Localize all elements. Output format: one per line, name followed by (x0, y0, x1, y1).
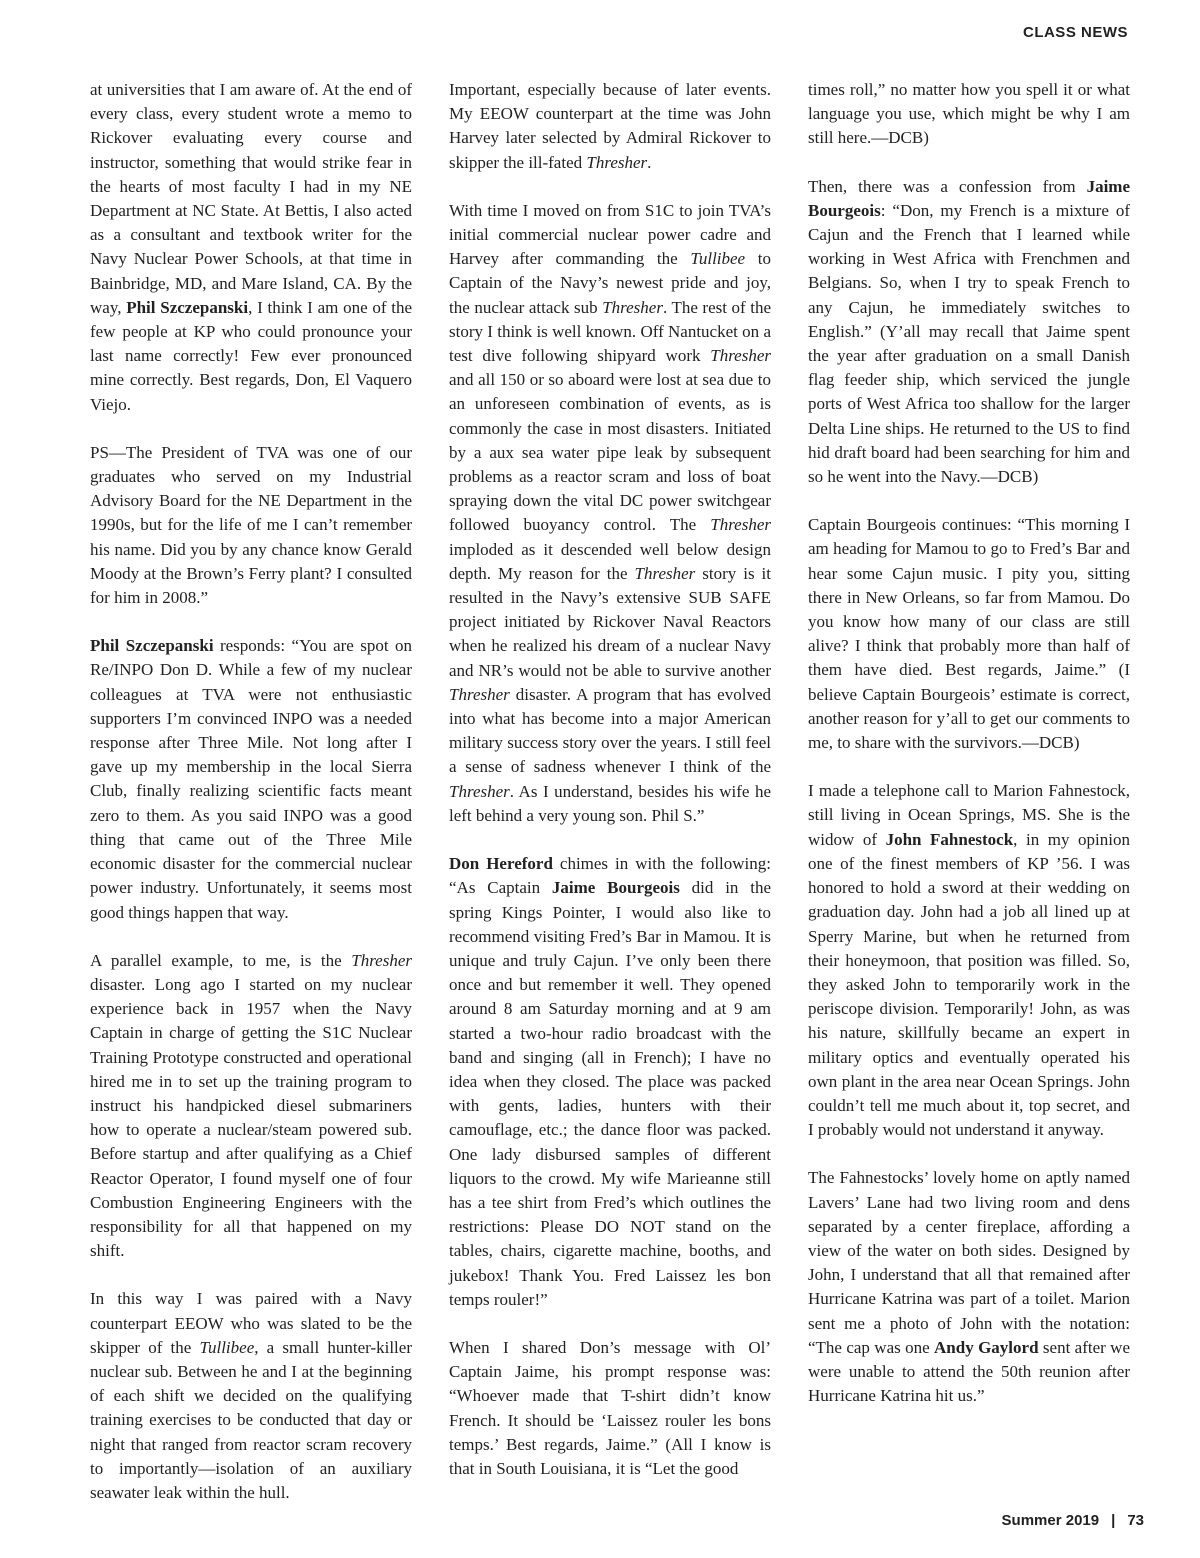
paragraph: With time I moved on from S1C to join TVA’s initial commercial nuclear power cadre and Harvey after commanding the Tullibee to Captain of the Navy’s newest pride and joy, the nuclear attack sub Thresher. The rest of the story I think is well known. Off Nantucket on a test dive following shipyard work Thresher and all 150 or so aboard were lost at sea due to an unforeseen combination of events, as is commonly the case in most disasters. Initiated by a aux sea water pipe leak by subsequent problems as a reactor scram and loss of boat spraying down the vital DC power switchgear followed buoyancy control. The Thresher imploded as it descended well below design depth. My reason for the Thresher story is it resulted in the Navy’s extensive SUB SAFE project initiated by Rickover Naval Reactors when he realized his dream of a nuclear Navy and NR’s would not be able to survive another Thresher disaster. A program that has evolved into what has become into a major American military success story over the years. I still feel a sense of sadness whenever I think of the Thresher. As I understand, besides his wife he left behind a very young son. Phil S.” (449, 200, 771, 825)
issue-label: Summer 2019 (1001, 1512, 1100, 1529)
italic-title: Thresher (586, 152, 648, 172)
page-footer (1002, 1512, 1144, 1529)
bold-name: Andy Gaylord (934, 1337, 1039, 1357)
italic-title: Tullibee (690, 249, 746, 269)
italic-title: Thresher (449, 684, 510, 704)
text-column-3 (808, 78, 1130, 1432)
paragraph: at universities that I am aware of. At the end of every class, every student wrote a memo to Rickover evaluating every course and instructor, something that would strike fear in the hearts of most faculty I had in my NE Department at NC State. At Bettis, I also acted as a consultant and textbook writer for the Navy Nuclear Power Schools, at that time in Bainbridge, MD, and Mare Island, CA. By the way, Phil Szczepanski, I think I am one of the few people at KP who could pronounce your last name correctly! Few ever pronounced mine correctly. Best regards, Don, El Vaquero Viejo. (90, 80, 413, 414)
section-label: CLASS NEWS (1022, 24, 1128, 41)
page-number: 73 (1127, 1512, 1144, 1529)
paragraph: When I shared Don’s message with Ol’ Captain Jaime, his prompt response was: “Whoever made that T-shirt didn’t know French. It should be ‘Laissez rouler les bons temps.’ Best regards, Jaime.” (All I know is that in South Louisiana, it is “Let the good (449, 1337, 771, 1478)
paragraph: A parallel example, to me, is the Thresher disaster. Long ago I started on my nuclear experience back in 1957 when the Navy Captain in charge of getting the S1C Nuclear Training Prototype constructed and operational hired me in to set up the training program to instruct his handpicked diesel submariners how to operate a nuclear/steam powered sub. Before startup and after qualifying as a Chief Reactor Operator, I found myself one of four Combustion Engineering Engineers with the responsibility for all that happened on my shift. (90, 950, 412, 1261)
paragraph: times roll,” no matter how you spell it or what language you use, which might be why I am still here.—DCB) (808, 80, 1130, 148)
italic-title: Tullibee (199, 1337, 255, 1357)
paragraph: Phil Szczepanski responds: “You are spot on Re/INPO Don D. While a few of my nuclear colleagues at TVA were not enthusiastic supporters I’m convinced INPO was a needed response after Three Mile. Not long after I gave up my membership in the local Sierra Club, finally realizing scientific facts meant zero to them. As you said INPO was a good thing that came out of the Three Mile economic disaster for the commercial nuclear power industry. Unfortunately, it seems most good things happen that way. (90, 636, 413, 922)
italic-title: Thresher (449, 781, 510, 801)
italic-title: Thresher (710, 346, 771, 366)
bold-name: Don Hereford (449, 854, 553, 874)
italic-title: Thresher (351, 950, 412, 970)
paragraph: Captain Bourgeois continues: “This morning I am heading for Mamou to go to Fred’s Bar and hear some Cajun music. I pity you, sitting there in New Orleans, so far from Mamou. Do you know how many of our class are still alive? I think that probably more than half of them have died. Best regards, Jaime.” (I believe Captain Bourgeois’ estimate is correct, another reason for y’all to get our comments to me, to share with the survivors.—DCB) (808, 515, 1130, 753)
paragraph: Important, especially because of later events. My EEOW counterpart at the time was John Harvey later selected by Admiral Rickover to skipper the ill-fated Thresher. (449, 80, 771, 172)
paragraph: In this way I was paired with a Navy counterpart EEOW who was slated to be the skipper of the Tullibee, a small hunter-killer nuclear sub. Between he and I at the beginning of each shift we decided on the qualifying training exercises to be conducted that day or night that ranged from reactor scram recovery to importantly—isolation of an auxiliary seawater leak within the hull. (90, 1289, 412, 1502)
bold-name: Jaime Bourgeois (551, 878, 680, 898)
italic-title: Thresher (634, 563, 696, 583)
bold-name: Jaime Bourgeois (808, 176, 1130, 220)
italic-title: Thresher (602, 297, 663, 317)
paragraph: Don Hereford chimes in with the following: “As Captain Jaime Bourgeois did in the spring Kings Pointer, I would also like to recommend visiting Fred’s Bar in Mamou. It is unique and truly Cajun. I’ve only been there once and but remember it well. They opened around 8 am Saturday morning and at 9 am started a two-hour radio broadcast with the band and singing (all in French); I have no idea when they closed. The place was packed with gents, ladies, hunters with their camouflage, etc.; the dance floor was packed. One lady disbursed samples of different liquors to the crowd. My wife Marieanne still has a tee shirt from Fred’s which outlines the restrictions: Please DO NOT stand on the tables, chairs, cigarette machine, booths, and jukebox! Thank You. Fred Laissez les bon temps rouler!” (449, 854, 771, 1309)
paragraph: Then, there was a confession from Jaime Bourgeois: “Don, my French is a mixture of Cajun and the French that I learned while working in West Africa with Frenchmen and Belgians. So, when I try to speak French to any Cajun, he immediately switches to English.” (Y’all may recall that Jaime spent the year after graduation on a small Danish flag feeder ship, which serviced the jungle ports of West Africa too shallow for the larger Delta Line ships. He returned to the US to find hid draft board had been searching for him and so he went into the Navy.—DCB) (808, 176, 1130, 487)
paragraph: The Fahnestocks’ lovely home on aptly named Lavers’ Lane had two living room and dens separated by a center fireplace, affording a view of the water on both sides. Designed by John, I understand that all that remained after Hurricane Katrina was part of a toilet. Marion sent me a photo of John with the notation: “The cap was one Andy Gaylord sent after we were unable to attend the 50th reunion after Hurricane Katrina hit us.” (808, 1168, 1130, 1406)
bold-name: Phil Szczepanski (126, 297, 249, 317)
bold-name: Phil Szczepanski (90, 636, 214, 656)
paragraph: PS—The President of TVA was one of our graduates who served on my Industrial Advisory Board for the NE Department in the 1990s, but for the life of me I can’t remember his name. Did you by any chance know Gerald Moody at the Brown’s Ferry plant? I consulted for him in 2008.” (90, 442, 412, 608)
text-column-1 (90, 78, 412, 1529)
bold-name: John Fahnestock (885, 829, 1014, 849)
paragraph: I made a telephone call to Marion Fahnestock, still living in Ocean Springs, MS. She is the widow of John Fahnestock, in my opinion one of the finest members of KP ’56. I was honored to hold a sword at their wedding on graduation day. John had a job all lined up at Sperry Marine, but when he returned from their honeymoon, that position was filled. So, they asked John to temporarily work in the periscope division. Temporarily! John, as was his nature, skillfully became an expert in military optics and eventually operated his own plant in the area near Ocean Springs. John couldn’t tell me much about it, top secret, and I probably would not understand it anyway. (808, 781, 1130, 1140)
italic-title: Thresher (710, 515, 771, 535)
text-column-2 (449, 78, 771, 1505)
footer-separator: | (1111, 1512, 1116, 1529)
